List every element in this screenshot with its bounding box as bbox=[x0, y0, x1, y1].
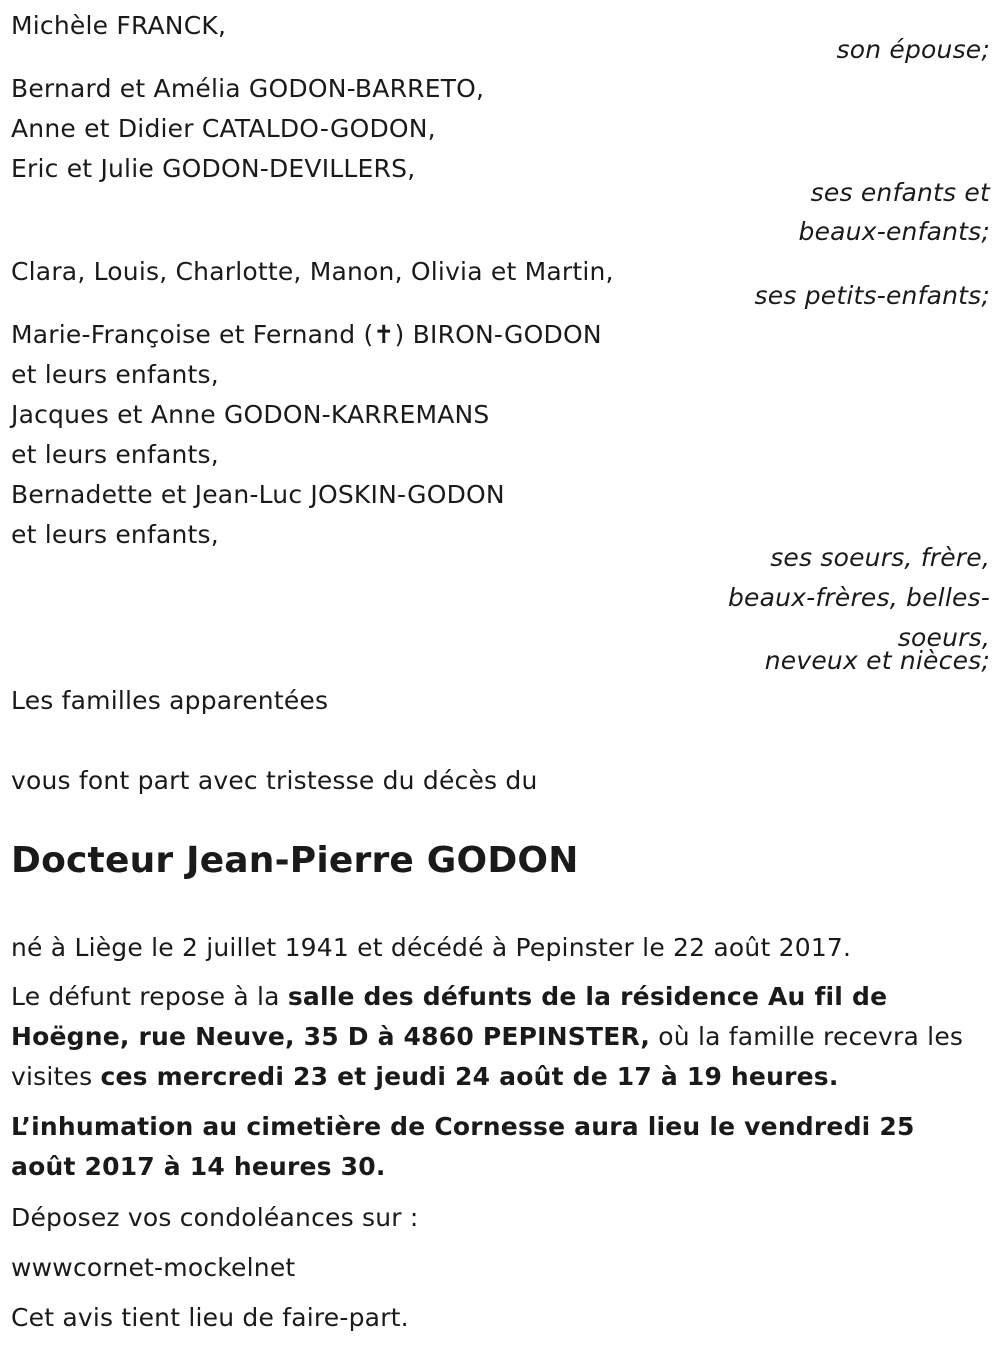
spouse-name: Michèle FRANCK, bbox=[11, 11, 227, 40]
child-line-3: Eric et Julie GODON-DEVILLERS, bbox=[11, 154, 416, 183]
siblings-role-line-2: beaux-frères, belles- bbox=[727, 583, 990, 612]
repose-mid: où la famille recevra les visites bbox=[11, 1022, 964, 1091]
repose-intro: Le défunt repose à la bbox=[11, 982, 288, 1011]
children-role-line-1: ses enfants et bbox=[810, 178, 990, 207]
spouse-role: son épouse; bbox=[836, 35, 990, 64]
deceased-name: Docteur Jean-Pierre GODON bbox=[11, 840, 579, 881]
condolences-line: Déposez vos condoléances sur : bbox=[11, 1203, 419, 1232]
sibling-line-2: et leurs enfants, bbox=[11, 360, 219, 389]
sibling-line-3: Jacques et Anne GODON-KARREMANS bbox=[11, 400, 490, 429]
burial-paragraph: L’inhumation au cimetière de Cornesse aura lieu le vendredi 25 août 2017 à 14 heures 30. bbox=[11, 1112, 915, 1181]
announcement-text: vous font part avec tristesse du décès du bbox=[11, 766, 538, 795]
child-line-2: Anne et Didier CATALDO-GODON, bbox=[11, 114, 436, 143]
siblings-role-line-4: neveux et nièces; bbox=[764, 646, 990, 675]
child-line-1: Bernard et Amélia GODON-BARRETO, bbox=[11, 74, 485, 103]
closing-line: Cet avis tient lieu de faire-part. bbox=[11, 1303, 409, 1332]
sibling-line-5: Bernadette et Jean-Luc JOSKIN-GODON bbox=[11, 480, 505, 509]
birth-death-line: né à Liège le 2 juillet 1941 et décédé à Pepinster le 22 août 2017. bbox=[11, 933, 852, 962]
sibling-line-4: et leurs enfants, bbox=[11, 440, 219, 469]
related-families: Les familles apparentées bbox=[11, 686, 329, 715]
website-line: wwwcornet-mockelnet bbox=[11, 1253, 296, 1282]
siblings-role-line-1: ses soeurs, frère, bbox=[770, 543, 990, 572]
repose-place: salle des défunts de la résidence Au fil de Hoëgne, rue Neuve, 35 D à 4860 PEPINSTER, bbox=[11, 982, 888, 1051]
visit-times: ces mercredi 23 et jeudi 24 août de 17 à 19 heures. bbox=[100, 1062, 839, 1091]
sibling-line-1: Marie-Françoise et Fernand (✝) BIRON-GODON bbox=[11, 320, 602, 349]
grandchildren-role: ses petits-enfants; bbox=[754, 281, 990, 310]
siblings-role-line-3: soeurs, bbox=[897, 623, 990, 652]
sibling-line-6: et leurs enfants, bbox=[11, 520, 219, 549]
grandchildren-names: Clara, Louis, Charlotte, Manon, Olivia et Martin, bbox=[11, 257, 614, 286]
repose-paragraph bbox=[11, 977, 971, 1097]
children-role-line-2: beaux-enfants; bbox=[798, 217, 990, 246]
